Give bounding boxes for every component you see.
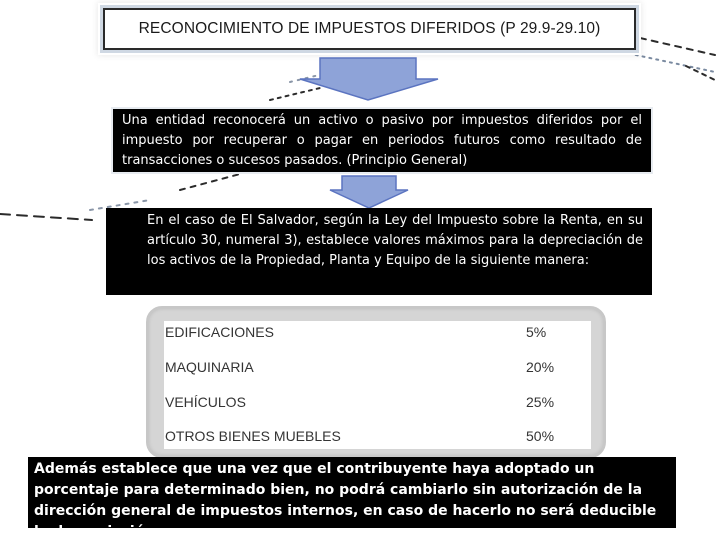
down-arrow-icon [328, 175, 410, 209]
rate-value: 5% [526, 324, 547, 340]
asset-label: MAQUINARIA [165, 359, 254, 375]
table-row [164, 356, 591, 382]
table-row [164, 425, 591, 451]
law-text-box [106, 208, 652, 295]
closing-text: Además establece que una vez que el contribuyente haya adoptado un porcentaje para determinado bien, no podrá cambiarlo sin autorización de la dirección general de impuestos internos, en caso de hacerlo no será deducible la depreciación. [34, 461, 657, 540]
rate-value: 50% [526, 428, 555, 444]
law-text: En el caso de El Salvador, según la Ley del Impuesto sobre la Renta, en su artículo 30, numeral 3), establece valores máximos para la depreciación de los activos de la Propiedad, Planta y Equipo de la siguiente manera: [147, 213, 643, 268]
table-row [164, 321, 591, 347]
page-title: RECONOCIMIENTO DE IMPUESTOS DIFERIDOS (P 29.9-29.10) [138, 20, 601, 37]
depreciation-rates-panel [146, 306, 606, 458]
closing-text-box [28, 457, 676, 540]
asset-label: EDIFICACIONES [165, 324, 274, 340]
rate-value: 20% [526, 359, 555, 375]
table-row [164, 391, 591, 417]
asset-label: VEHÍCULOS [165, 394, 246, 410]
asset-label: OTROS BIENES MUEBLES [165, 428, 341, 444]
principle-text-box [111, 107, 653, 174]
down-arrow-icon [298, 56, 440, 102]
rate-value: 25% [526, 394, 555, 410]
depreciation-rates-table [164, 321, 591, 449]
principle-text: Una entidad reconocerá un activo o pasivo por impuestos diferidos por el impuesto por recuperar o pagar en periodos futuros como resultado de transacciones o sucesos pasados. (Principio General) [122, 113, 642, 168]
title-box [103, 8, 636, 50]
